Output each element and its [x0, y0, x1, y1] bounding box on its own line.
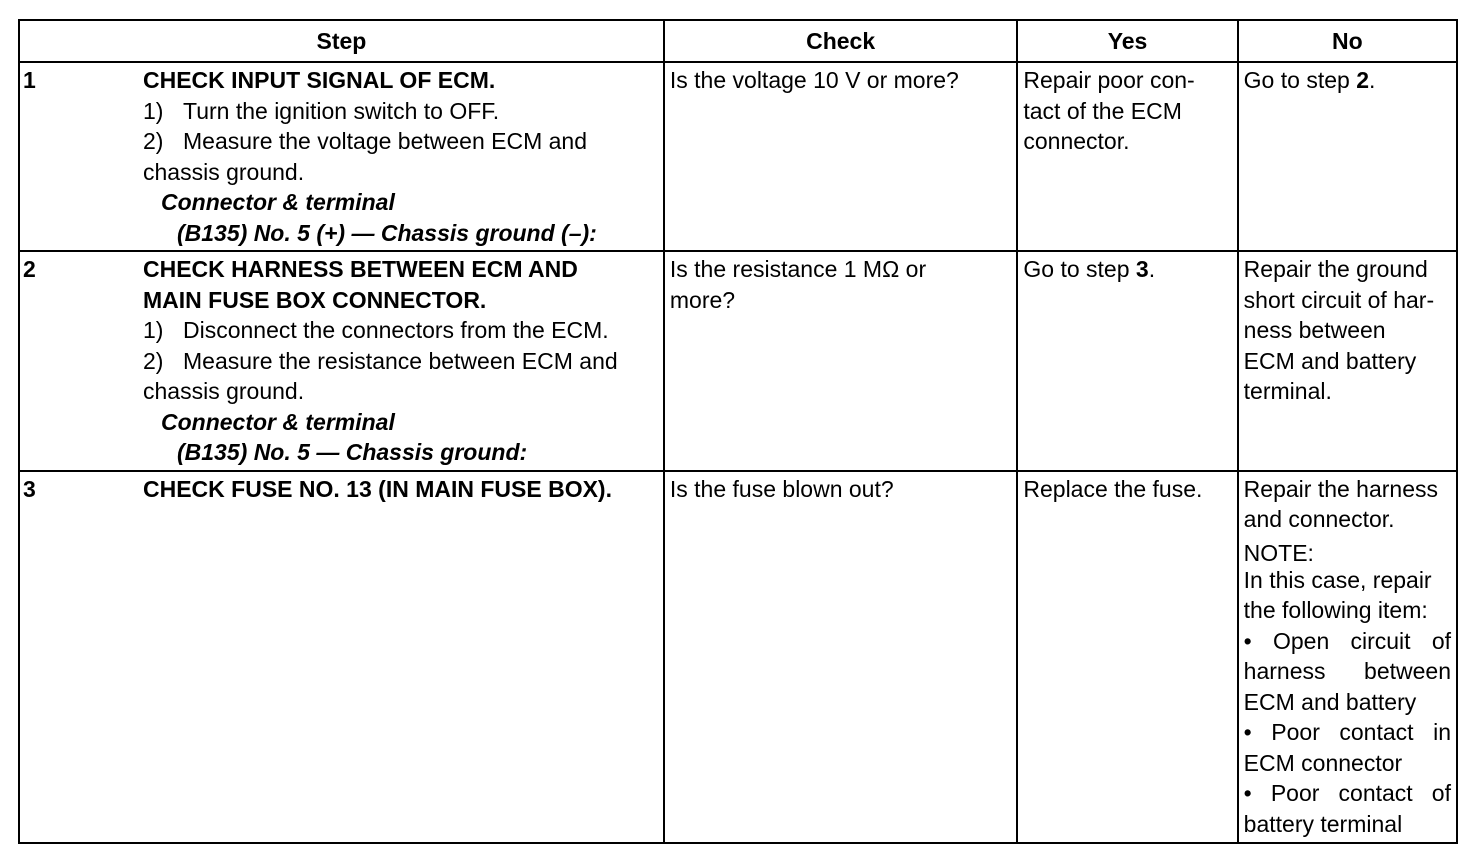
no-line: Repair the harness	[1243, 475, 1439, 502]
no-line: Repair the ground	[1243, 256, 1428, 282]
step-cell	[19, 471, 664, 843]
bullet-item-continuation: harness between	[1243, 658, 1451, 684]
bullet-item: • Poor contact of	[1243, 780, 1451, 806]
substep: 2) Measure the resistance between ECM and	[143, 347, 618, 374]
check-cell	[664, 471, 1017, 843]
header-no: No	[1238, 20, 1457, 62]
no-cell	[1238, 251, 1457, 471]
header-check: Check	[664, 20, 1017, 62]
connector-label: Connector & terminal	[161, 408, 395, 435]
check-text: Is the fuse blown out?	[669, 475, 894, 502]
table-row	[19, 471, 1457, 843]
header-row	[19, 20, 1457, 62]
yes-line: Repair poor con-	[1023, 67, 1195, 93]
no-line: ECM and battery	[1243, 347, 1417, 374]
check-cell	[664, 251, 1017, 471]
no-line: and connector.	[1243, 506, 1395, 532]
connector-value: (B135) No. 5 (+) — Chassis ground (–):	[177, 219, 597, 246]
no-text: Go to step 2.	[1243, 67, 1376, 93]
yes-cell	[1017, 62, 1237, 251]
note-line: the following item:	[1243, 597, 1428, 623]
step-number: 3	[23, 475, 36, 502]
substep-continuation: chassis ground.	[143, 378, 305, 404]
step-title: MAIN FUSE BOX CONNECTOR.	[143, 286, 487, 313]
substep: 1) Disconnect the connectors from the ECM.	[143, 317, 609, 343]
bullet-item: • Open circuit of	[1243, 627, 1451, 654]
header-step: Step	[19, 20, 664, 62]
bullet-item-continuation: ECM connector	[1243, 749, 1403, 776]
step-title: CHECK FUSE NO. 13 (IN MAIN FUSE BOX).	[143, 475, 612, 502]
step-number: 2	[23, 256, 36, 282]
step-cell	[19, 251, 664, 471]
step-title: CHECK HARNESS BETWEEN ECM AND	[143, 256, 578, 282]
substep: 1) Turn the ignition switch to OFF.	[143, 97, 500, 124]
substep: 2) Measure the voltage between ECM and	[143, 128, 588, 154]
step-cell	[19, 62, 664, 251]
check-text: Is the voltage 10 V or more?	[669, 67, 959, 93]
connector-value: (B135) No. 5 — Chassis ground:	[177, 439, 528, 465]
yes-cell	[1017, 251, 1237, 471]
bullet-item-continuation: ECM and battery	[1243, 688, 1417, 715]
yes-text: Go to step 3.	[1023, 256, 1156, 282]
table-row	[19, 62, 1457, 251]
no-line: ness between	[1243, 317, 1386, 343]
connector-label: Connector & terminal	[161, 189, 395, 215]
yes-cell	[1017, 471, 1237, 843]
yes-text: Replace the fuse.	[1023, 475, 1203, 502]
header-yes: Yes	[1017, 20, 1237, 62]
note-label: NOTE:	[1243, 539, 1314, 566]
no-line: terminal.	[1243, 378, 1332, 404]
step-title: CHECK INPUT SIGNAL OF ECM.	[143, 67, 496, 93]
no-cell	[1238, 471, 1457, 843]
step-number: 1	[23, 67, 36, 93]
no-line: short circuit of har-	[1243, 286, 1435, 313]
check-line: Is the resistance 1 MΩ or	[669, 256, 927, 282]
check-line: more?	[669, 286, 736, 313]
note-line: In this case, repair	[1243, 566, 1432, 593]
check-cell	[664, 62, 1017, 251]
yes-line: tact of the ECM	[1023, 97, 1182, 124]
yes-line: connector.	[1023, 128, 1130, 154]
substep-continuation: chassis ground.	[143, 158, 305, 185]
no-cell	[1238, 62, 1457, 251]
diagnostic-table	[18, 19, 1458, 844]
table-row	[19, 251, 1457, 471]
bullet-item-continuation: battery terminal	[1243, 810, 1403, 837]
bullet-item: • Poor contact in	[1243, 719, 1451, 745]
